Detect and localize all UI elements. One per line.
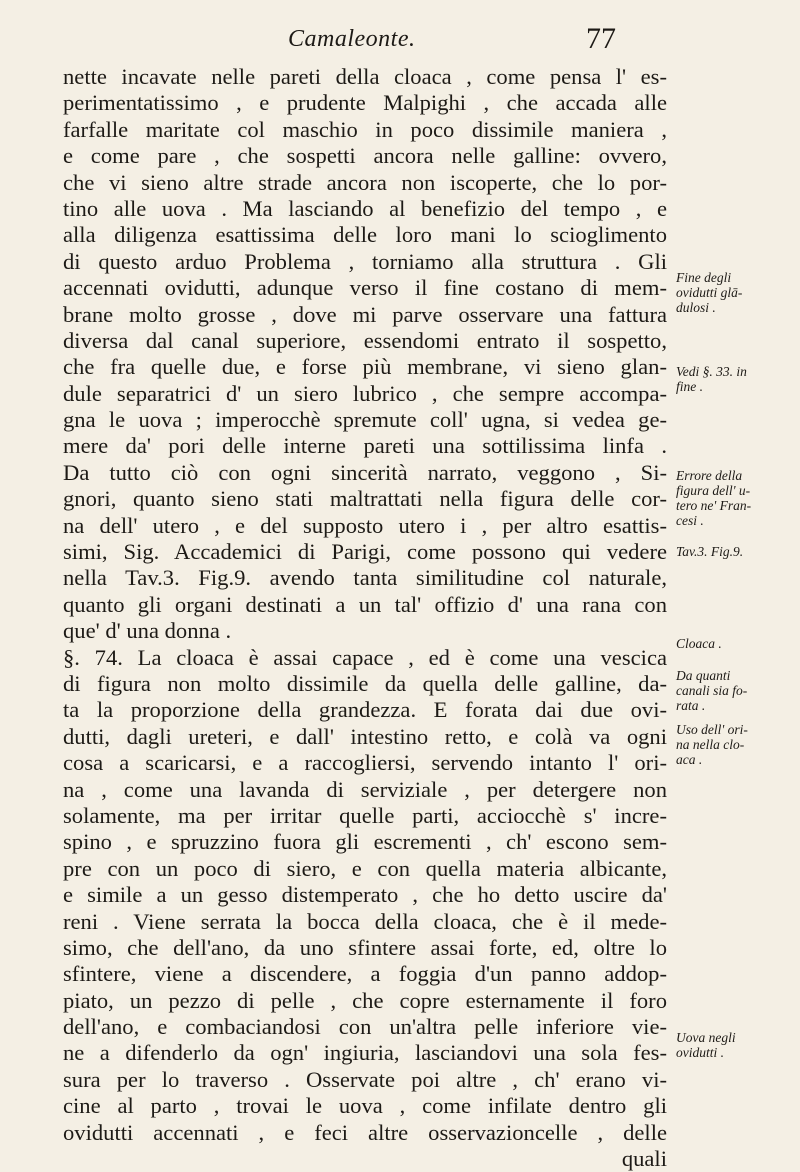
catchword: quali (621, 1146, 667, 1172)
margin-note-uso-orina (676, 722, 796, 767)
text-line: ovidutti accennati , e feci altre osservazioncelle , delle (63, 1119, 667, 1145)
text-line: perimentatissimo , e prudente Malpighi , che accada alle (63, 90, 667, 116)
margin-note-line: dulosi . (676, 300, 716, 315)
text-line: accennati ovidutti, adunque verso il fine costano di mem- (63, 275, 667, 301)
text-line: sfintere, viene a discendere, a foggia d'un panno addop- (63, 961, 667, 987)
text-line: solamente, ma per irritar quelle parti, acciocchè s' incre- (63, 802, 667, 828)
text-line: dutti, dagli ureteri, e dall' intestino retto, e colà va ogni (63, 723, 667, 749)
margin-note-line: na nella clo- (676, 737, 745, 752)
margin-note-line: Fine degli (676, 270, 732, 285)
margin-note-canali (676, 668, 796, 713)
text-line: na , come una lavanda di serviziale , per detergere non (63, 776, 667, 802)
page-number: 77 (586, 22, 616, 55)
text-line: na dell' utero , e del supposto utero i , per altro esattis- (63, 512, 667, 538)
text-line: cine al parto , trovai le uova , come infilate dentro gli (63, 1093, 667, 1119)
text-line: e simile a un gesso distemperato , che ho detto uscire da' (63, 882, 667, 908)
text-line: farfalle maritate col maschio in poco dissimile maniera , (63, 116, 667, 142)
text-line: que' d' una donna . (63, 618, 232, 644)
text-line: reni . Viene serrata la bocca della cloaca, che è il mede- (63, 908, 667, 934)
margin-note-tavola (676, 544, 796, 559)
text-line: dell'ano, e combaciandosi con un'altra pelle inferiore vie- (63, 1014, 667, 1040)
margin-note-line: Tav.3. Fig.9. (676, 544, 744, 559)
margin-note-line: Errore della (676, 468, 743, 483)
text-line: alla diligenza esattissima delle loro mani lo scioglimento (63, 222, 667, 248)
margin-note-line: Vedi §. 33. in (676, 364, 747, 379)
text-line: piato, un pezzo di pelle , che copre esternamente il foro (63, 987, 667, 1013)
text-line: Da tutto ciò con ogni sincerità narrato, veggono , Si- (63, 459, 667, 485)
text-line: nella Tav.3. Fig.9. avendo tanta similitudine col naturale, (63, 565, 667, 591)
margin-note-vedi (676, 364, 796, 394)
margin-note-line: canali sia fo- (676, 683, 748, 698)
text-line: ta la proporzione della grandezza. E forata dai due ovi- (63, 697, 667, 723)
text-line: e come pare , che sospetti ancora nelle galline: ovvero, (63, 143, 667, 169)
text-line: che fra quelle due, e forse più membrane, vi sieno glan- (63, 354, 667, 380)
running-title: Camaleonte. (288, 26, 416, 52)
text-line: brane molto grosse , dove mi parve osservare una fattura (63, 301, 667, 327)
text-line: sura per lo traverso . Osservate poi altre , ch' erano vi- (63, 1066, 667, 1092)
margin-note-line: Uova negli (676, 1030, 736, 1045)
margin-note-line: rata . (676, 698, 706, 713)
text-line: gnori, quanto sieno stati maltrattati nella figura delle cor- (63, 486, 667, 512)
text-line: dule separatrici d' un siero lubrico , che sempre accompa- (63, 380, 667, 406)
text-line: cosa a scaricarsi, e a raccogliersi, servendo intanto l' ori- (63, 750, 667, 776)
margin-note-line: aca . (676, 752, 703, 767)
margin-note-line: ovidutti glā- (676, 285, 743, 300)
margin-note-line: figura dell' u- (676, 483, 751, 498)
text-line: simi, Sig. Accademici di Parigi, come possono qui vedere (63, 539, 667, 565)
margin-note-line: Uso dell' ori- (676, 722, 748, 737)
text-line: diversa dal canal superiore, essendomi entrato il sospetto, (63, 327, 667, 353)
text-line: di figura non molto dissimile da quella delle galline, da- (63, 670, 667, 696)
margin-note-line: Cloaca . (676, 636, 722, 651)
text-line: spino , e spruzzino fuora gli escrementi , ch' escono sem- (63, 829, 667, 855)
text-line: pre con un poco di siero, e con quella materia albicante, (63, 855, 667, 881)
margin-note-line: ovidutti . (676, 1045, 724, 1060)
text-line: simo, che dell'ano, da uno sfintere assai forte, ed, oltre lo (63, 934, 667, 960)
margin-note-cloaca (676, 636, 796, 651)
text-line: tino alle uova . Ma lasciando al benefizio del tempo , e (63, 195, 667, 221)
margin-note-line: Da quanti (676, 668, 731, 683)
margin-note-line: cesi . (676, 513, 704, 528)
margin-note-fine-ovidutti (676, 270, 796, 315)
text-line: di questo arduo Problema , torniamo alla struttura . Gli (63, 248, 667, 274)
margin-note-line: fine . (676, 379, 703, 394)
margin-note-line: tero ne' Fran- (676, 498, 752, 513)
text-line: gna le uova ; imperocchè spremute coll' ugna, si vedea ge- (63, 407, 667, 433)
text-line: quanto gli organi destinati a un tal' offizio d' una rana con (63, 591, 667, 617)
text-line: §. 74. La cloaca è assai capace , ed è come una vescica (63, 644, 667, 670)
text-line: mere da' pori delle interne pareti una sottilissima linfa . (63, 433, 667, 459)
text-line: nette incavate nelle pareti della cloaca , come pensa l' es- (63, 64, 667, 89)
margin-note-errore-figura (676, 468, 796, 528)
body-text (63, 64, 667, 1172)
text-line: che vi sieno altre strade ancora non iscoperte, che lo por- (63, 169, 667, 195)
text-line: ne a difenderlo da ogn' ingiuria, lasciandovi una sola fes- (63, 1040, 667, 1066)
margin-note-uova-ovidutti (676, 1030, 796, 1060)
